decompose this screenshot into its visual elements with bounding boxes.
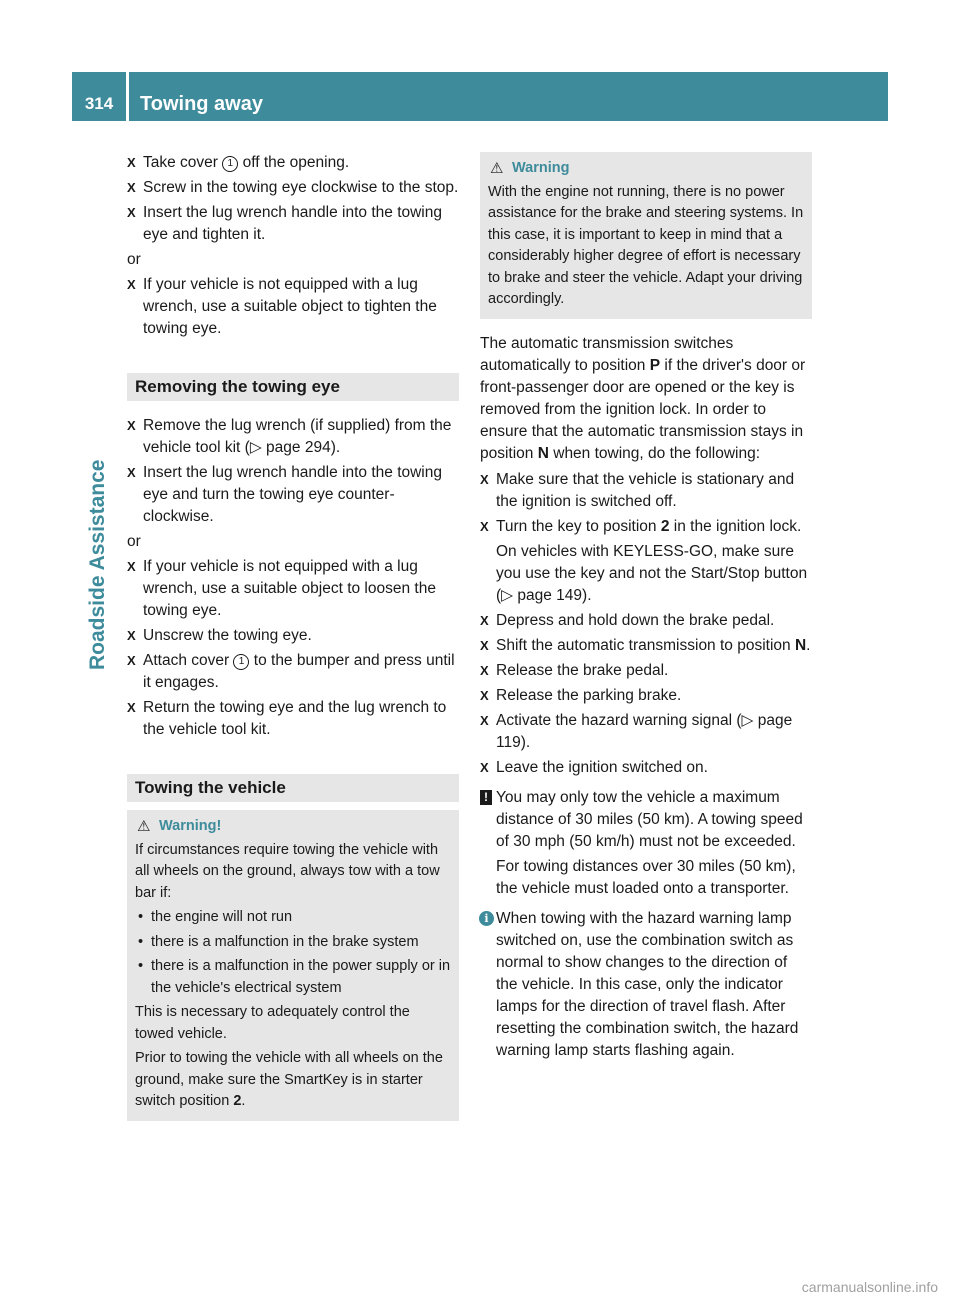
header-divider [126, 72, 129, 121]
step-arrow-icon: X [127, 418, 136, 433]
step-arrow-icon: X [127, 559, 136, 574]
page-title: Towing away [140, 93, 263, 115]
step-arrow-icon: X [127, 465, 136, 480]
warning-bullet: • there is a malfunction in the power supply or in the vehicle's electrical system [138, 958, 451, 996]
step-arrow-icon: X [480, 612, 489, 628]
warning-triangle-icon: ⚠ [490, 160, 504, 177]
warning-title: ⚠ Warning [488, 158, 804, 180]
step-screw-in: X Screw in the towing eye clockwise to the stop. [127, 177, 459, 199]
step-attach-cover: X Attach cover 1 to the bumper and press until it engages. [127, 652, 455, 691]
step-shift-n: X Shift the automatic transmission to position N. [480, 635, 812, 657]
section-heading-towing: Towing the vehicle [127, 774, 459, 802]
keyless-go-note: On vehicles with KEYLESS-GO, make sure you use the key and not the Start/Stop button (▷ page 149). [496, 542, 808, 604]
step-take-cover: X Take cover 1 off the opening. [127, 152, 459, 174]
step-arrow-icon: X [480, 518, 489, 534]
step-arrow-icon: X [480, 471, 489, 487]
intro-paragraph: The automatic transmission switches automatically to position P if the driver's door or front-passenger door are opened or the key is removed from the ignition lock. In order to ensure that the automatic transmission stays in position N when towing, do the following: [480, 334, 806, 462]
step-insert-turn: X Insert the lug wrench handle into the towing eye and turn the towing eye counter-clockwise. [127, 464, 442, 525]
left-column [127, 152, 459, 1121]
step-hazard-signal: X Activate the hazard warning signal (▷ page 119). [480, 711, 793, 751]
warning-para: This is necessary to adequately control the towed vehicle. [135, 1004, 410, 1042]
exclamation-icon: ! [480, 790, 492, 805]
step-insert-handle: X Insert the lug wrench handle into the towing eye and tighten it. [127, 204, 442, 243]
warning-para: Prior to towing the vehicle with all wheels on the ground, make sure the SmartKey is in starter switch position 2. [135, 1050, 443, 1109]
step-release-brake-pedal: X Release the brake pedal. [480, 660, 812, 682]
page-number: 314 [84, 94, 114, 113]
step-arrow-icon: X [127, 628, 136, 643]
step-remove-lug-wrench: X Remove the lug wrench (if supplied) from the vehicle tool kit (▷ page 294). [127, 417, 452, 456]
step-arrow-icon: X [480, 687, 489, 703]
step-brake-pedal: X Depress and hold down the brake pedal. [480, 610, 812, 632]
info-icon: i [479, 911, 494, 926]
warning-intro: If circumstances require towing the vehicle with all wheels on the ground, always tow with a tow bar if: [135, 841, 440, 901]
step-arrow-icon: X [127, 205, 136, 220]
warning-box-tow-bar [127, 810, 459, 1121]
step-arrow-icon: X [127, 277, 136, 292]
right-column [480, 152, 812, 1062]
step-turn-key: X Turn the key to position 2 in the ignition lock. On vehicles with KEYLESS-GO, make sure you use the key and not the Start/Stop button (▷ page 149). [480, 516, 812, 607]
caution-note: ! You may only tow the vehicle a maximum distance of 30 miles (50 km). A towing speed of 30 mph (50 km/h) must not be exceeded. For towing distances over 30 miles (50 km), the vehicle must loaded onto a transporter. [480, 787, 812, 900]
step-arrow-icon: X [127, 700, 136, 715]
step-stationary: X Make sure that the vehicle is stationary and the ignition is switched off. [480, 470, 795, 510]
warning-bullet: • the engine will not run [138, 909, 293, 925]
callout-1-icon: 1 [233, 654, 249, 670]
step-no-lug-wrench: X If your vehicle is not equipped with a lug wrench, use a suitable object to tighten the towing eye. [127, 276, 437, 337]
info-note: i When towing with the hazard warning lamp switched on, use the combination switch as normal to show changes to the direction of the vehicle. In this case, only the indicator lamps for the direction of travel flash. After resetting the combination switch, the hazard warning lamp starts flashing again. [480, 908, 812, 1062]
warning-bullet: • there is a malfunction in the brake system [138, 933, 419, 950]
header-bar [72, 72, 888, 121]
warning-box-power-assist [480, 152, 812, 319]
watermark: carmanualsonline.info [801, 1279, 938, 1295]
warning-triangle-icon: ⚠ [137, 818, 151, 835]
step-arrow-icon: X [480, 712, 489, 728]
step-return-tools: X Return the towing eye and the lug wrench to the vehicle tool kit. [127, 699, 447, 738]
side-section-label: Roadside Assistance [86, 459, 109, 670]
step-arrow-icon: X [480, 759, 489, 775]
section-heading-removing: Removing the towing eye [127, 373, 459, 401]
step-no-lug-wrench-loosen: X If your vehicle is not equipped with a lug wrench, use a suitable object to loosen the towing eye. [127, 558, 436, 619]
step-arrow-icon: X [127, 653, 136, 668]
step-ignition-on: X Leave the ignition switched on. [480, 757, 812, 779]
warning-text: With the engine not running, there is no power assistance for the brake and steering systems. In this case, it is important to keep in mind that a considerably higher degree of effort is necessary to brake and steer the vehicle. Adapt your driving accordingly. [488, 183, 804, 307]
step-arrow-icon: X [127, 180, 136, 195]
step-unscrew: X Unscrew the towing eye. [127, 625, 459, 647]
warning-title: ⚠ Warning! [135, 816, 451, 838]
step-arrow-icon: X [480, 662, 489, 678]
or-text: or [127, 251, 141, 268]
or-text: or [127, 533, 141, 550]
step-arrow-icon: X [480, 637, 489, 653]
step-arrow-icon: X [127, 155, 136, 170]
step-release-parking-brake: X Release the parking brake. [480, 685, 812, 707]
callout-1-icon: 1 [222, 156, 238, 172]
